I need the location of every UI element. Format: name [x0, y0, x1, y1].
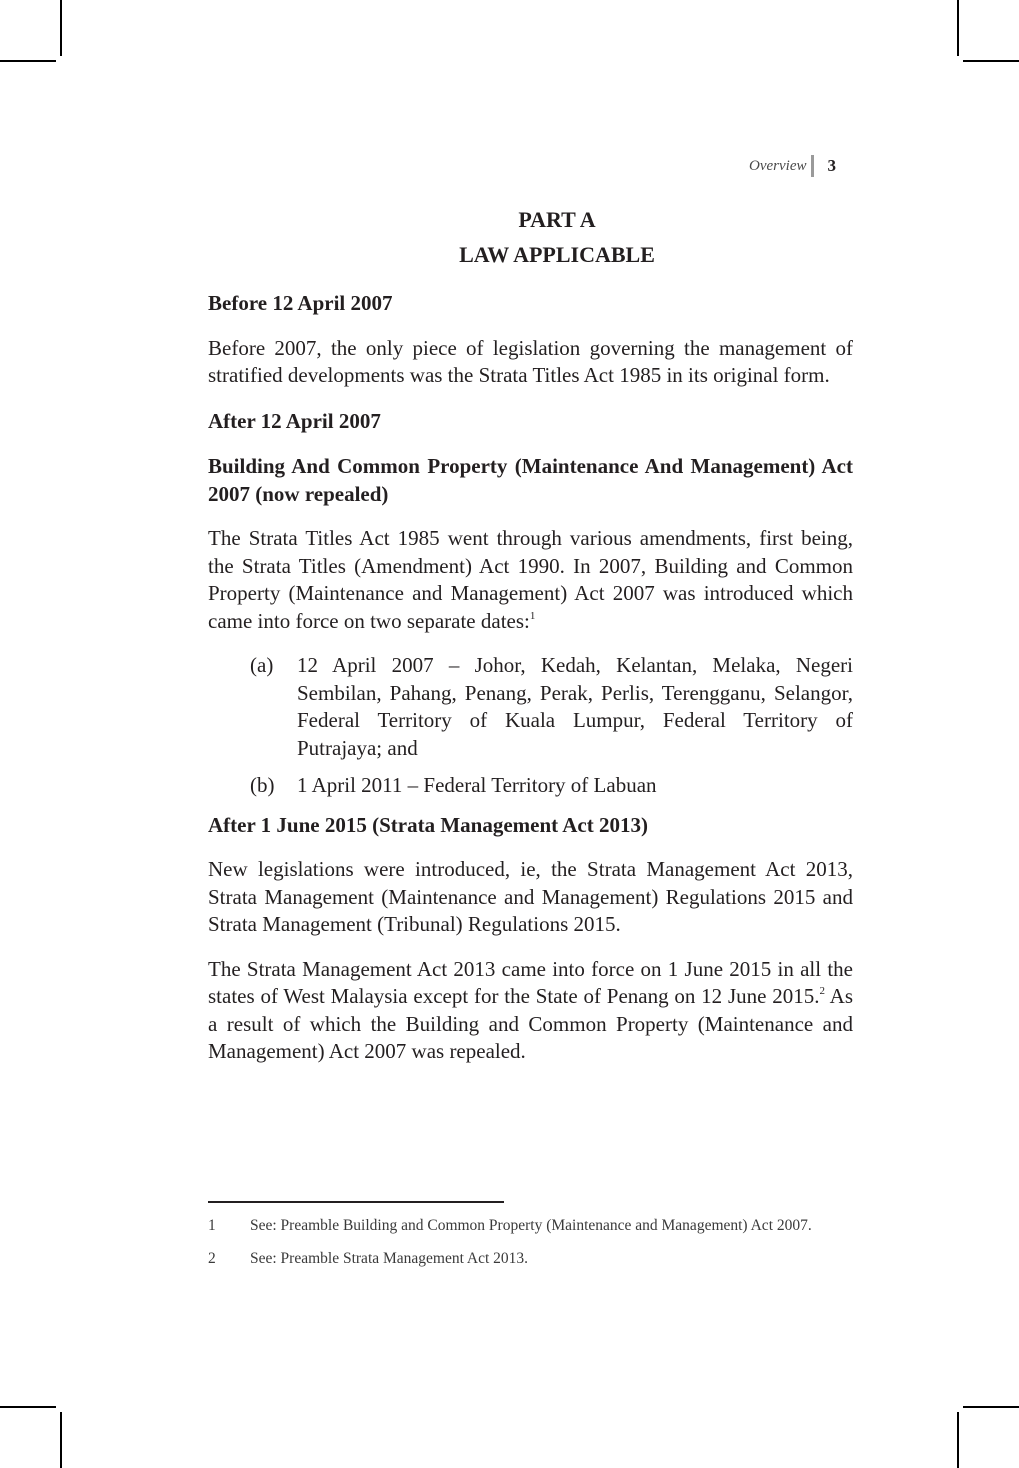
list-marker: (b) [250, 773, 275, 797]
running-head-section: Overview [749, 155, 813, 177]
heading-before-2007: Before 12 April 2007 [208, 291, 393, 315]
list-item-text: 1 April 2011 – Federal Territory of Labuan [297, 773, 657, 797]
footnote [208, 1214, 853, 1237]
page-body [208, 202, 853, 1066]
paragraph-text: As a result of which the Building and Common Property (Maintenance and Management) Act 2007 was repealed. [208, 984, 853, 1063]
heading-after-2007: After 12 April 2007 [208, 408, 381, 433]
footnote-ref: 2 [819, 985, 826, 997]
crop-mark [60, 1412, 62, 1468]
paragraph-new-legislation: New legislations were introduced, ie, the Strata Management Act 2013, Strata Management (Maintenance and Management) Regulations 2015 and Strata Management (Tribunal) Regulations 2015. [208, 857, 853, 936]
list-marker: (a) [250, 653, 274, 677]
paragraph-text: The Strata Titles Act 1985 went through various amendments, first being, the Strata Titles (Amendment) Act 1990. In 2007, Building and Common Property (Maintenance and Management) Act 2007 was introduced which came into force on two separate dates: [208, 526, 853, 633]
paragraph-text: The Strata Management Act 2013 came into force on 1 June 2015 in all the states of West Malaysia except for the State of Penang on 12 June 2015. [208, 956, 853, 1008]
part-subtitle: LAW APPLICABLE [459, 242, 655, 267]
footnote-divider [208, 1201, 504, 1203]
footnote-text: See: Preamble Building and Common Property (Maintenance and Management) Act 2007. [250, 1217, 812, 1234]
page-number: 3 [827, 156, 836, 175]
crop-mark [963, 60, 1019, 62]
crop-mark [957, 0, 959, 56]
list-item [208, 772, 853, 800]
crop-mark [963, 1406, 1019, 1408]
heading-after-june-2015: After 1 June 2015 (Strata Management Act 2013) [208, 812, 648, 837]
crop-mark [0, 60, 56, 62]
list-item-text: 12 April 2007 – Johor, Kedah, Kelantan, Melaka, Negeri Sembilan, Pahang, Penang, Perak, Perlis, Terengganu, Selangor, Federal Territory of Kuala Lumpur, Federal Territory of Putrajaya; and [297, 653, 853, 760]
crop-mark [957, 1412, 959, 1468]
paragraph-sma-in-force [208, 956, 853, 1066]
footnote-number: 2 [208, 1250, 216, 1267]
crop-mark [60, 0, 62, 56]
running-head [749, 154, 836, 178]
date-list [208, 652, 853, 800]
footnote-text: See: Preamble Strata Management Act 2013. [250, 1250, 529, 1267]
paragraph-before-2007: Before 2007, the only piece of legislation governing the management of stratified developments was the Strata Titles Act 1985 in its original form. [208, 335, 853, 387]
footnote [208, 1247, 853, 1270]
part-title: PART A [518, 207, 596, 232]
footnote-ref: 1 [529, 609, 536, 622]
footnotes [208, 1214, 853, 1280]
crop-mark [0, 1406, 56, 1408]
footnote-number: 1 [208, 1217, 216, 1234]
heading-bcp-act: Building And Common Property (Maintenance And Management) Act 2007 (now repealed) [208, 454, 853, 506]
list-item [208, 652, 853, 762]
paragraph-bcp-act [208, 525, 853, 635]
